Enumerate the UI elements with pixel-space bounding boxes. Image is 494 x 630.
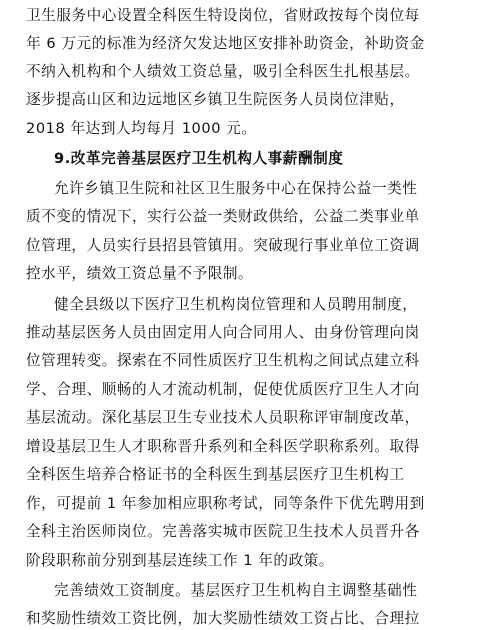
body-text-line: 全科医生培养合格证书的全科医生到基层医疗卫生机构工	[26, 466, 405, 483]
body-text-line: 年 6 万元的标准为经济欠发达地区安排补助资金，补助资金	[26, 35, 425, 52]
body-text-line: 质不变的情况下，实行公益一类财政供给，公益二类事业单	[26, 208, 420, 225]
paragraph-first-line: 允许乡镇卫生院和社区卫生服务中心在保持公益一类性	[54, 180, 418, 197]
body-text-line: 全科主治医师岗位。完善落实城市医院卫生技术人员晋升各	[26, 523, 420, 540]
paragraph-first-line: 健全县级以下医疗卫生机构岗位管理和人员聘用制度，	[54, 296, 418, 313]
body-text-line: 阶段职称前分别到基层连续工作 1 年的政策。	[26, 552, 334, 569]
body-text-line: 学、合理、顺畅的人才流动机制，促使优质医疗卫生人才向	[26, 381, 420, 398]
body-text-line: 2018 年达到人均每月 1000 元。	[26, 120, 257, 137]
body-text-line: 基层流动。深化基层卫生专业技术人员职称评审制度改革，	[26, 409, 420, 426]
body-text-line: 卫生服务中心设置全科医生特设岗位，省财政按每个岗位每	[26, 7, 420, 24]
body-text-line: 位管理转变。探索在不同性质医疗卫生机构之间试点建立科	[26, 352, 420, 369]
body-text-line: 不纳入机构和个人绩效工资总量，吸引全科医生扎根基层。	[26, 63, 420, 80]
body-text-line: 增设基层卫生人才职称晋升系列和全科医学职称系列。取得	[26, 438, 420, 455]
body-text-line: 和奖励性绩效工资比例，加大奖励性绩效工资占比、合理拉	[26, 610, 420, 627]
section-heading: 9.改革完善基层医疗卫生机构人事薪酬制度	[54, 150, 344, 167]
body-text-line: 作，可提前 1 年参加相应职称考试，同等条件下优先聘用到	[26, 495, 425, 512]
body-text-line: 位管理，人员实行县招县管镇用。突破现行事业单位工资调	[26, 237, 420, 254]
body-text-line: 逐步提高山区和边远地区乡镇卫生院医务人员岗位津贴，	[26, 91, 405, 108]
paragraph-first-line: 完善绩效工资制度。基层医疗卫生机构自主调整基础性	[54, 582, 418, 599]
body-text-line: 推动基层医务人员由固定用人向合同用人、由身份管理向岗	[26, 324, 420, 341]
body-text-line: 控水平，绩效工资总量不予限制。	[26, 265, 254, 282]
